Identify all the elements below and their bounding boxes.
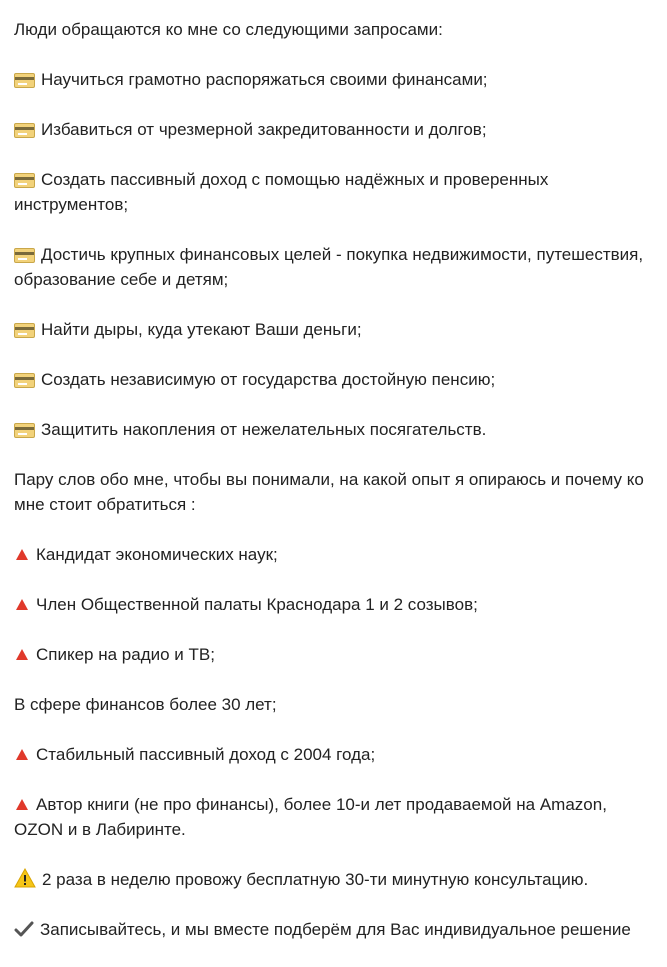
credit-card-icon: [14, 323, 35, 338]
consultation-text: 2 раза в неделю провожу бесплатную 30-ти минутную консультацию.: [42, 870, 589, 889]
red-triangle-icon: [16, 799, 28, 810]
credit-card-icon: [14, 173, 35, 188]
cta-item: [14, 917, 654, 942]
credential-item: [14, 742, 654, 767]
request-text: Найти дыры, куда утекают Ваши деньги;: [41, 320, 362, 339]
cta-text: Записывайтесь, и мы вместе подберём для Вас индивидуальное решение: [40, 920, 631, 939]
request-item: [14, 242, 654, 292]
request-item: [14, 67, 654, 92]
credential-text: Спикер на радио и ТВ;: [36, 645, 215, 664]
request-item: [14, 117, 654, 142]
request-item: [14, 167, 654, 217]
red-triangle-icon: [16, 549, 28, 560]
red-triangle-icon: [16, 649, 28, 660]
credit-card-icon: [14, 73, 35, 88]
credential-text: Кандидат экономических наук;: [36, 545, 278, 564]
warning-icon: [14, 868, 36, 888]
request-text: Достичь крупных финансовых целей - покупка недвижимости, путешествия, образование себе и детям;: [14, 245, 644, 289]
request-item: [14, 317, 654, 342]
credential-text: Автор книги (не про финансы), более 10-и лет продаваемой на Amazon, OZON и в Лабиринте.: [14, 795, 607, 839]
post-body: [14, 17, 654, 967]
request-text: Избавиться от чрезмерной закредитованности и долгов;: [41, 120, 487, 139]
credential-item: [14, 642, 654, 667]
experience-text: В сфере финансов более 30 лет;: [14, 695, 277, 714]
credential-item: [14, 592, 654, 617]
credit-card-icon: [14, 423, 35, 438]
request-text: Создать пассивный доход с помощью надёжных и проверенных инструментов;: [14, 170, 549, 214]
request-text: Защитить накопления от нежелательных посягательств.: [41, 420, 487, 439]
request-text: Создать независимую от государства достойную пенсию;: [41, 370, 496, 389]
request-item: [14, 417, 654, 442]
red-triangle-icon: [16, 599, 28, 610]
request-item: [14, 367, 654, 392]
intro-text: Люди обращаются ко мне со следующими запросами:: [14, 20, 443, 39]
request-text: Научиться грамотно распоряжаться своими финансами;: [41, 70, 488, 89]
credential-item: [14, 542, 654, 567]
credential-text: Член Общественной палаты Краснодара 1 и 2 созывов;: [36, 595, 478, 614]
red-triangle-icon: [16, 749, 28, 760]
credit-card-icon: [14, 248, 35, 263]
check-mark-icon: [14, 920, 34, 938]
credential-text: Стабильный пассивный доход с 2004 года;: [36, 745, 376, 764]
consultation-item: [14, 867, 654, 892]
credit-card-icon: [14, 373, 35, 388]
credit-card-icon: [14, 123, 35, 138]
about-intro-text: Пару слов обо мне, чтобы вы понимали, на какой опыт я опираюсь и почему ко мне стоит обратиться :: [14, 470, 644, 514]
credential-item: [14, 792, 654, 842]
